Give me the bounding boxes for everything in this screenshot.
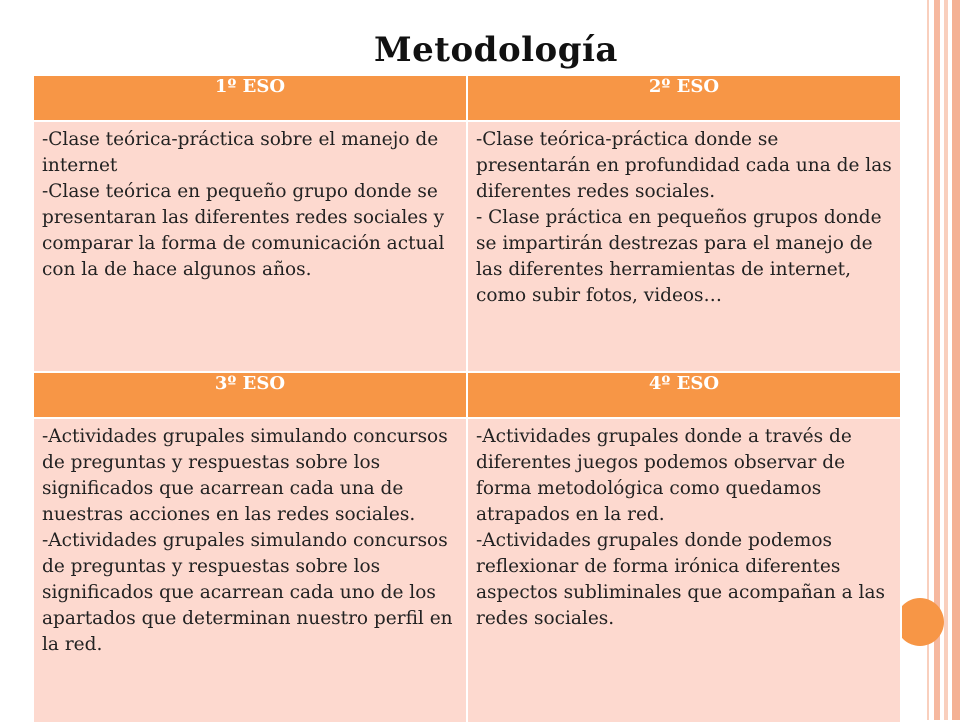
header-2-eso: 2º ESO (467, 75, 901, 121)
cell-paragraph: -Actividades grupales donde a través de diferentes juegos podemos observar de forma metodológica como quedamos atrapados en la red. (476, 426, 852, 525)
cell-paragraph: -Clase teórica-práctica sobre el manejo de internet (42, 129, 439, 176)
cell-4-eso (467, 418, 901, 723)
table-header-row (33, 372, 901, 418)
border-stripe (952, 0, 960, 720)
table-row (33, 418, 901, 723)
cell-paragraph: -Actividades grupales donde podemos reflexionar de forma irónica diferentes aspectos subliminales que acompañan a las redes sociales. (476, 530, 885, 629)
cell-paragraph: -Actividades grupales simulando concursos de preguntas y respuestas sobre los significados que acarrean cada uno de los apartados que determinan nuestro perfil en la red. (42, 530, 453, 655)
methodology-table (32, 74, 902, 724)
accent-circle (896, 598, 944, 646)
slide-title: Metodología (374, 30, 618, 70)
table-header-row (33, 75, 901, 121)
cell-paragraph: -Actividades grupales simulando concursos de preguntas y respuestas sobre los significados que acarrean cada una de nuestras acciones en las redes sociales. (42, 426, 448, 525)
cell-paragraph: -Clase teórica-práctica donde se presentarán en profundidad cada una de las diferentes redes sociales. (476, 129, 892, 202)
cell-paragraph: -Clase teórica en pequeño grupo donde se presentaran las diferentes redes sociales y comparar la forma de comunicación actual con la de hace algunos años. (42, 181, 445, 280)
cell-2-eso (467, 121, 901, 372)
border-stripe (944, 0, 948, 720)
table-row (33, 121, 901, 372)
header-4-eso: 4º ESO (467, 372, 901, 418)
cell-paragraph: - Clase práctica en pequeños grupos donde se impartirán destrezas para el manejo de las diferentes herramientas de internet, como subir fotos, videos… (476, 207, 882, 306)
cell-1-eso (33, 121, 467, 372)
header-3-eso: 3º ESO (33, 372, 467, 418)
cell-3-eso (33, 418, 467, 723)
header-1-eso: 1º ESO (33, 75, 467, 121)
